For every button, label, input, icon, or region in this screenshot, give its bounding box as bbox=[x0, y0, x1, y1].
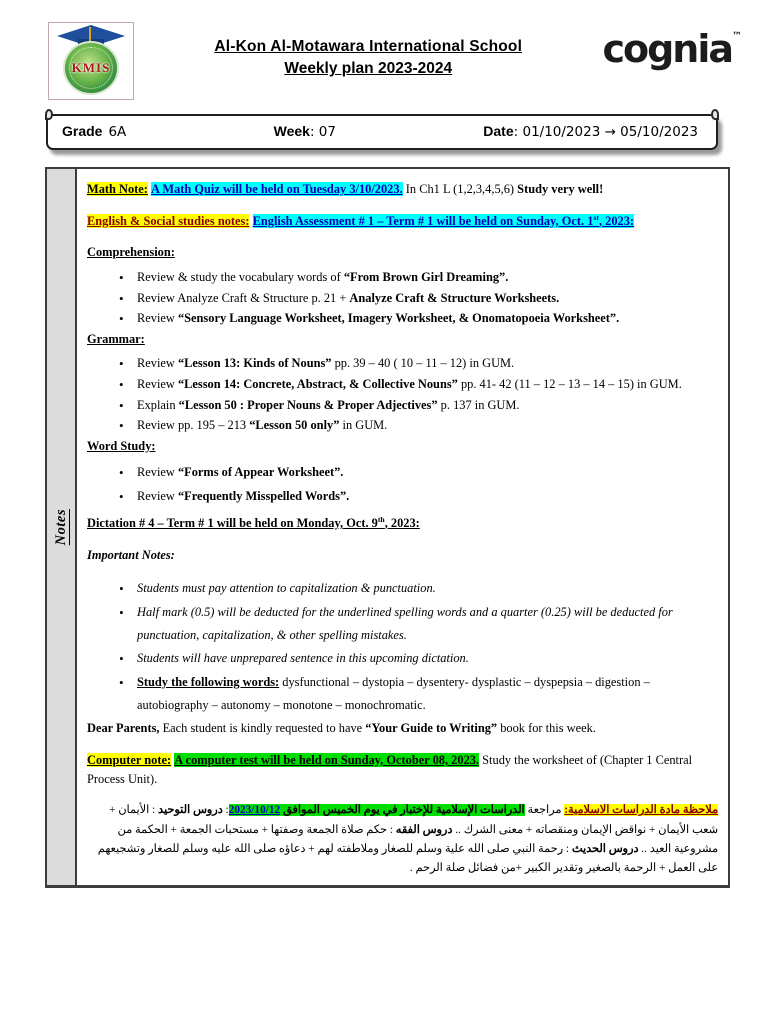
list-item bbox=[87, 309, 718, 328]
item-text: Review bbox=[137, 488, 178, 503]
notes-row-header bbox=[47, 169, 77, 885]
computer-note-label: Computer note: bbox=[87, 752, 172, 767]
document-titles bbox=[134, 22, 602, 78]
item-bold: “Lesson 50 only” bbox=[249, 418, 340, 433]
item-bold: “Lesson 14: Concrete, Abstract, & Collective Nouns” bbox=[177, 377, 458, 391]
school-logo bbox=[48, 22, 134, 100]
trademark-symbol: ™ bbox=[732, 31, 742, 42]
logo-text: KMIS bbox=[71, 60, 111, 75]
islamic-green-highlight: الدراسات الإسلامية للإختبار في يوم الخميس الموافق bbox=[280, 804, 525, 817]
dictation-note bbox=[87, 514, 718, 533]
computer-note-rest: Study the worksheet of (Chapter 1 Central Process Unit). bbox=[87, 752, 693, 786]
ordinal-superscript: th bbox=[377, 515, 385, 525]
grammar-heading: Grammar: bbox=[87, 331, 145, 346]
english-note-label: English & Social studies notes: bbox=[87, 213, 250, 228]
computer-note bbox=[87, 751, 718, 788]
parents-book-title: “Your Guide to Writing” bbox=[365, 721, 498, 736]
islamic-note-label: ملاحظة مادة الدراسات الاسلامية: bbox=[564, 804, 718, 817]
parents-end: book for this week. bbox=[497, 721, 596, 736]
grade-field bbox=[62, 123, 126, 141]
week-label: Week bbox=[273, 123, 310, 139]
globe-ring bbox=[69, 47, 113, 89]
item-bold: “From Brown Girl Dreaming”. bbox=[343, 269, 509, 284]
math-note-mid: In Ch1 L (1,2,3,4,5,6) bbox=[402, 182, 518, 196]
tawheed-lessons-label: دروس التوحيد bbox=[158, 804, 223, 817]
week-value: : 07 bbox=[309, 124, 336, 140]
list-item bbox=[87, 671, 718, 718]
item-text: Review bbox=[137, 465, 178, 480]
study-words-label: Study the following words: bbox=[137, 674, 280, 689]
fiqh-lessons-label: دروس الفقه bbox=[395, 823, 453, 836]
item-text: Review Analyze Craft & Structure p. 21 + bbox=[137, 290, 350, 305]
math-note-bold-end: Study very well! bbox=[517, 182, 604, 196]
date-field bbox=[483, 123, 698, 141]
notes-table bbox=[45, 167, 730, 888]
islamic-seg3: : حكم صلاة الجمعة وصفتها + مستحبات الجمعة + الحكمة من مشروعية العيد .. bbox=[117, 823, 718, 855]
notes-row-label: Notes bbox=[52, 508, 69, 546]
list-item: • Students will have unprepared sentence in this upcoming dictation. bbox=[87, 647, 718, 670]
list-item bbox=[87, 354, 718, 373]
dictation-pre: Dictation # 4 – Term # 1 will be held on Monday, Oct. 9 bbox=[87, 516, 378, 531]
school-name: Al-Kon Al-Motawara International School bbox=[214, 38, 523, 55]
parents-mid: Each student is kindly requested to have bbox=[159, 721, 366, 736]
item-post: pp. 39 – 40 ( 10 – 11 – 12) in GUM. bbox=[331, 356, 515, 371]
english-note-highlight-pre: English Assessment # 1 – Term # 1 will be held on Sunday, Oct. 1 bbox=[252, 213, 594, 228]
islamic-seg2: : الأيمان + شعب الأيمان + نواقض الإيمان ومنقصاته + معنى الشرك .. bbox=[109, 804, 718, 836]
parents-note bbox=[87, 719, 718, 738]
study-words-text: dysfunctional – dystopia – dysentery- dysplastic – dyspepsia – digestion – autobiography – autonomy – monotone – monochromatic. bbox=[137, 674, 650, 712]
islamic-studies-note bbox=[87, 801, 718, 879]
islamic-exam-date: 2023/10/12 bbox=[228, 804, 281, 817]
globe-icon bbox=[63, 41, 119, 95]
parents-salutation: Dear Parents, bbox=[87, 721, 160, 736]
page-header bbox=[0, 0, 768, 100]
math-note bbox=[87, 180, 718, 199]
dictation-post: , 2023: bbox=[384, 516, 420, 531]
word-study-heading: Word Study: bbox=[87, 438, 156, 453]
list-item bbox=[87, 485, 718, 508]
list-item bbox=[87, 416, 718, 435]
list-item bbox=[87, 268, 718, 287]
computer-note-highlight: A computer test will be held on Sunday, October 08, 2023. bbox=[174, 752, 480, 767]
hadith-lessons-label: دروس الحديث bbox=[571, 842, 639, 855]
cognia-wordmark: cognia bbox=[602, 27, 732, 71]
math-note-label: Math Note: bbox=[87, 182, 148, 196]
item-bold: “Sensory Language Worksheet, Imagery Worksheet, & Onomatopoeia Worksheet”. bbox=[177, 311, 620, 326]
comprehension-heading: Comprehension: bbox=[87, 245, 175, 260]
english-note bbox=[87, 212, 718, 231]
item-bold: “Lesson 50 : Proper Nouns & Proper Adjectives” bbox=[178, 397, 438, 412]
date-label: Date bbox=[483, 123, 514, 139]
list-item bbox=[87, 461, 718, 484]
grade-value: 6A bbox=[108, 124, 127, 140]
item-post: p. 137 in GUM. bbox=[437, 397, 520, 412]
list-item bbox=[87, 396, 718, 415]
islamic-seg4: : رحمة النبي صلى الله علية وسلم للصغار وملاطفته لهم + دعاؤه صلى الله عليه وسلم للصغار وتشجيعهم على العمل + الرحمة بالصغير وتقدير الكبير +من فضائل صلة الرحم . bbox=[97, 842, 718, 875]
date-value: : 01/10/2023 → 05/10/2023 bbox=[513, 124, 698, 140]
item-bold: “Forms of Appear Worksheet”. bbox=[177, 465, 344, 480]
item-bold: “Lesson 13: Kinds of Nouns” bbox=[177, 356, 332, 371]
islamic-seg1: : bbox=[222, 804, 229, 817]
item-post: pp. 41- 42 (11 – 12 – 13 – 14 – 15) in GUM. bbox=[457, 377, 682, 391]
english-note-highlight bbox=[253, 214, 634, 228]
item-text: Review bbox=[137, 377, 178, 391]
item-bold: Analyze Craft & Structure Worksheets. bbox=[349, 290, 560, 305]
math-note-highlight: A Math Quiz will be held on Tuesday 3/10/2023. bbox=[151, 182, 403, 196]
english-note-highlight-post: , 2023: bbox=[598, 213, 635, 228]
cognia-logo bbox=[602, 22, 742, 71]
scroll-curl-right bbox=[711, 109, 719, 120]
item-post: in GUM. bbox=[339, 418, 388, 433]
item-bold: “Frequently Misspelled Words”. bbox=[177, 488, 350, 503]
important-notes-heading: Important Notes: bbox=[87, 547, 175, 562]
item-text: Explain bbox=[137, 397, 179, 412]
scroll-curl-left bbox=[45, 109, 53, 120]
notes-content bbox=[77, 169, 728, 885]
list-item: • Half mark (0.5) will be deducted for the underlined spelling words and a quarter (0.25) will be deducted for punctuation, capitalization, & other spelling mistakes. bbox=[87, 601, 718, 648]
islamic-pre: مراجعة bbox=[524, 804, 565, 817]
school-logo-graphic bbox=[56, 23, 126, 97]
plan-title: Weekly plan 2023-2024 bbox=[284, 60, 453, 77]
list-item: • Students must pay attention to capitalization & punctuation. bbox=[87, 577, 718, 600]
info-banner bbox=[46, 114, 718, 150]
item-text: Review bbox=[137, 356, 178, 371]
item-text: Review bbox=[137, 311, 178, 326]
list-item bbox=[87, 375, 718, 394]
item-text: Review pp. 195 – 213 bbox=[137, 418, 250, 433]
item-text: Review & study the vocabulary words of bbox=[137, 269, 344, 284]
ordinal-superscript: st bbox=[593, 212, 599, 222]
grade-label: Grade bbox=[62, 123, 103, 139]
week-field bbox=[274, 123, 336, 141]
list-item bbox=[87, 289, 718, 308]
